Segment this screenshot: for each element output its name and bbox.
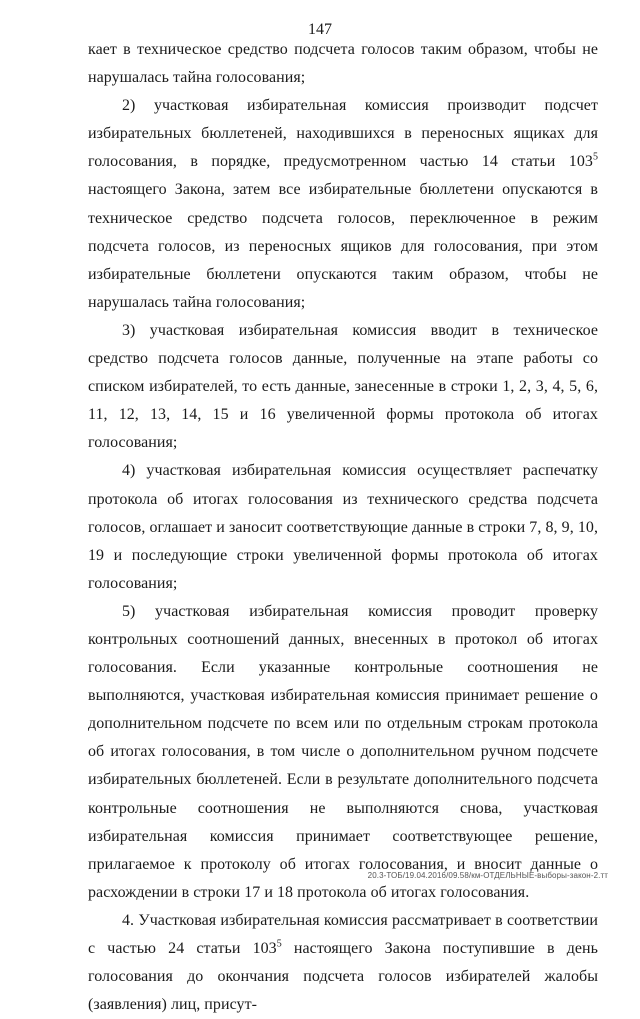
paragraph-part-4: 4. Участковая избирательная комиссия рассматривает в соответствии с частью 24 статьи $103^5$ настоящего Закона поступившие в день голосования до окончания подсчета голосов избирателей жалобы (заявления) лиц, присут- <box>88 911 598 1014</box>
paragraph-item-2: 2) участковая избирательная комиссия производит подсчет избирательных бюллетеней, находившихся в переносных ящиках для голосования, в порядке, предусмотренном частью 14 статьи $103^5$ настоящего Закона, затем все избирательные бюллетени опускаются в техническое средство подсчета голосов, переключенное в режим подсчета голосов, из переносных ящиков для голосования, при этом избирательные бюллетени опускаются таким образом, чтобы не нарушалась тайна голосования; <box>88 97 598 311</box>
paragraph-item-5: 5) участковая избирательная комиссия проводит проверку контрольных соотношений данных, внесенных в протокол об итогах голосования. Если указанные контрольные соотношения не выполняются, участковая избирательная комиссия принимает решение о дополнительном подсчете по всем или по отдельным строкам протокола об итогах голосования, в том числе о дополнительном ручном подсчете избирательных бюллетеней. Если в результате дополнительного подсчета контрольные соотношения не выполняются снова, участковая избирательная комиссия принимает соответствующее решение, прилагаемое к протоколу об итогах голосования, и вносит данные о расхождении в строки 17 и 18 протокола об итогах голосования. <box>88 602 598 901</box>
superscript: 5 <box>276 938 282 950</box>
paragraph-item-4: 4) участковая избирательная комиссия осуществляет распечатку протокола об итогах голосования из технического средства подсчета голосов, оглашает и заносит соответствующие данные в строки 7, 8, 9, 10, 19 и последующие строки увеличенной формы протокола об итогах голосования; <box>88 462 598 592</box>
paragraph-continuation: кает в техническое средство подсчета голосов таким образом, чтобы не нарушалась тайна голосования; <box>88 41 598 87</box>
paragraph-item-3: 3) участковая избирательная комиссия вводит в техническое средство подсчета голосов данные, полученные на этапе работы со списком избирателей, то есть данные, занесенные в строки 1, 2, 3, 4, 5, 6, 11, 12, 13, 14, 15 и 16 увеличенной формы протокола об итогах голосования; <box>88 321 598 452</box>
superscript: 5 <box>592 152 598 164</box>
page-number: 147 <box>308 21 332 38</box>
document-footer: 20.3-ТОБ/19.04.2016/09.58/км-ОТДЕЛЬНЫЕ-выборы-закон-2.тт <box>367 871 608 880</box>
